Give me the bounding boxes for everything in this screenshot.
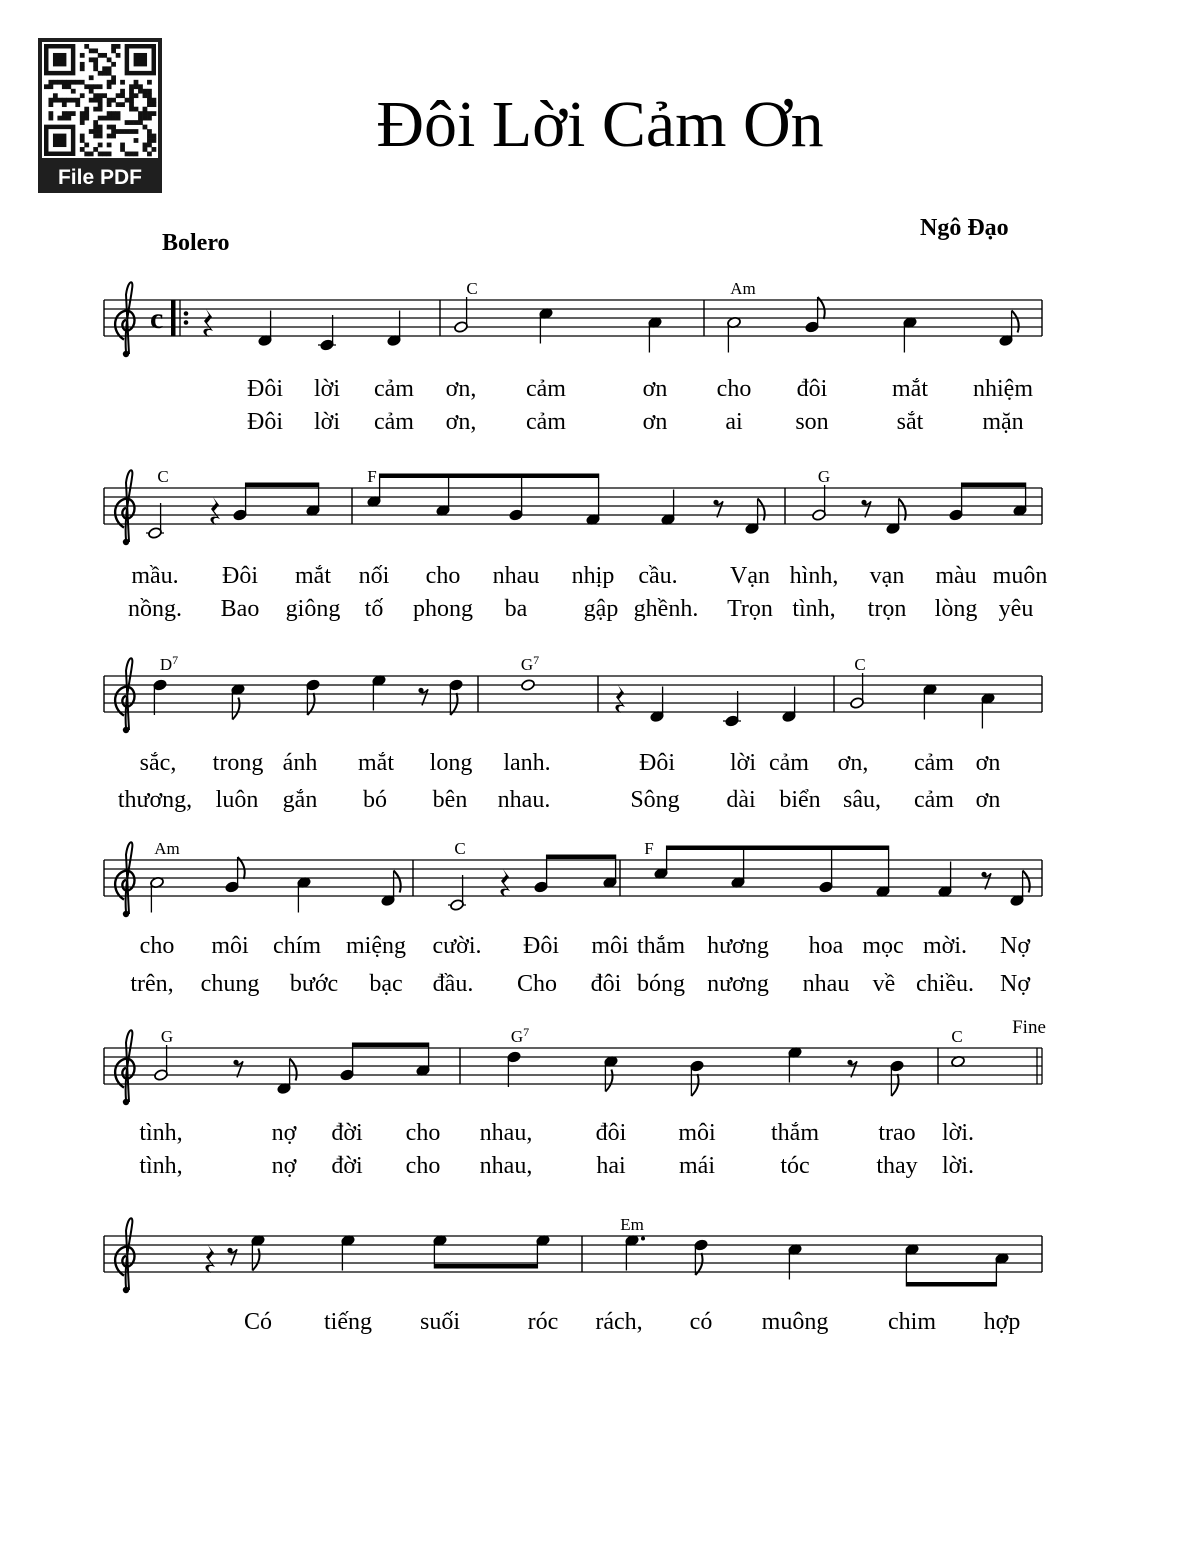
lyric-syllable: vạn (869, 563, 905, 589)
lyric-syllable: ơn (642, 376, 668, 402)
lyric-syllable: tình, (139, 1153, 183, 1179)
quarter-rest (210, 497, 220, 525)
lyric-syllable: nhau. (497, 787, 551, 813)
lyric-syllable: cho (139, 933, 175, 959)
lyric-syllable: gập (583, 596, 619, 622)
lyric-syllable: mắt (295, 563, 331, 589)
chord-symbol: Em (620, 1215, 644, 1234)
lyric-syllable: chiều. (916, 971, 974, 997)
lyric-syllable: miệng (346, 933, 406, 959)
song-title: Đôi Lời Cảm Ơn (376, 88, 824, 161)
lyric-syllable: Bao (220, 596, 260, 622)
lyric-syllable: trọn (867, 596, 907, 622)
lyric-syllable: nương (707, 971, 769, 997)
chord-symbol: Am (730, 279, 756, 298)
chord-symbol: $D^7$ (159, 653, 179, 674)
lyric-syllable: phong (413, 596, 473, 622)
lyric-syllable: Nợ (999, 933, 1031, 959)
lyric-syllable: ơn, (445, 376, 477, 402)
lyric-syllable: nối (358, 563, 390, 589)
lyric-syllable: thắm (771, 1120, 819, 1146)
note-flag (605, 1070, 612, 1092)
lyric-syllable: rách, (595, 1309, 643, 1335)
common-time-icon: c (150, 302, 164, 335)
lyric-syllable: mắt (358, 750, 394, 776)
lyric-syllable: cảm (374, 376, 414, 402)
lyric-syllable: Đôi (222, 563, 258, 589)
lyric-syllable: màu (935, 563, 977, 589)
lyric-syllable: môi (211, 933, 249, 959)
quarter-rest (500, 869, 510, 897)
lyric-syllable: lòng (934, 596, 978, 622)
lyric-syllable: lời (313, 376, 341, 402)
lyric-syllable: yêu (998, 596, 1034, 622)
lyric-syllable: luôn (215, 787, 259, 813)
lyric-syllable: trong (212, 750, 264, 776)
note-beam (434, 1264, 537, 1269)
lyric-syllable: dài (726, 787, 756, 813)
lyric-syllable: bóng (637, 971, 685, 997)
note-head (521, 679, 536, 692)
fine-marking: Fine (1012, 1017, 1046, 1038)
lyric-syllable: tố (364, 596, 384, 622)
lyric-syllable: hoa (808, 933, 844, 959)
lyric-syllable: lanh. (503, 750, 551, 776)
lyric-syllable: lời (313, 409, 341, 435)
lyric-syllable: Đôi (247, 376, 283, 402)
lyric-syllable: bước (289, 971, 339, 997)
lyric-syllable: Đôi (639, 750, 675, 776)
chord-symbol: F (644, 839, 654, 858)
lyric-syllable: Đôi (247, 409, 283, 435)
lyric-syllable: tình, (139, 1120, 183, 1146)
lyric-syllable: cảm (526, 376, 566, 402)
treble-clef-icon (115, 1218, 134, 1293)
lyric-syllable: lời. (941, 1153, 975, 1179)
lyric-syllable: sắt (896, 409, 924, 435)
lyric-syllable: trao (878, 1120, 916, 1146)
file-pdf-label: File PDF (57, 166, 143, 189)
note-flag (758, 499, 765, 521)
lyric-syllable: ơn, (837, 750, 869, 776)
lyric-syllable: mặn (982, 409, 1024, 435)
lyric-syllable: sắc, (139, 750, 177, 776)
chord-symbol: F (367, 467, 377, 486)
lyric-syllable: róc (527, 1309, 559, 1335)
note-beam (962, 483, 1026, 488)
lyric-syllable: chim (888, 1309, 936, 1335)
note-beam (380, 474, 599, 479)
lyric-syllable: đời (331, 1120, 363, 1146)
tempo-marking: Bolero (162, 230, 230, 256)
lyric-syllable: bó (363, 787, 387, 813)
lyric-syllable: môi (678, 1120, 716, 1146)
lyric-syllable: giông (285, 596, 341, 622)
note-flag (394, 871, 401, 893)
lyric-syllable: muôn (992, 563, 1048, 589)
lyric-syllable: sâu, (843, 787, 881, 813)
chord-symbol: Am (154, 839, 180, 858)
lyric-syllable: nhau, (479, 1120, 533, 1146)
lyric-syllable: cảm (526, 409, 566, 435)
lyric-syllable: gắn (282, 787, 318, 813)
lyric-syllable: Trọn (727, 596, 773, 622)
note-flag (891, 1074, 898, 1096)
lyric-syllable: nợ (271, 1153, 297, 1179)
treble-clef-icon (115, 1030, 134, 1105)
chord-symbol: C (951, 1027, 963, 1046)
lyric-syllable: bên (432, 787, 468, 813)
lyric-syllable: trên, (130, 971, 174, 997)
repeat-dot (184, 311, 189, 316)
lyric-syllable: cảm (914, 750, 954, 776)
lyric-syllable: cảm (769, 750, 809, 776)
note-beam (353, 1043, 429, 1048)
lyric-syllable: Vạn (730, 563, 770, 589)
lyric-syllable: cho (716, 376, 752, 402)
note-beam (246, 483, 319, 488)
lyric-syllable: thắm (637, 933, 685, 959)
lyric-syllable: mời. (922, 933, 968, 959)
lyric-syllable: tình, (792, 596, 836, 622)
chord-symbol: G (817, 467, 831, 486)
lyric-syllable: chung (200, 971, 260, 997)
lyric-syllable: hợp (983, 1309, 1021, 1335)
lyric-syllable: thương, (117, 787, 193, 813)
lyric-syllable: ơn (975, 787, 1001, 813)
lyric-syllable: nồng. (128, 596, 182, 622)
lyric-syllable: đời (331, 1153, 363, 1179)
lyric-syllable: mọc (862, 933, 904, 959)
quarter-rest (615, 685, 625, 713)
lyric-syllable: có (689, 1309, 713, 1335)
lyric-syllable: hai (596, 1153, 626, 1179)
note-flag (691, 1074, 698, 1096)
note-dot (641, 1237, 645, 1241)
lyric-syllable: Đôi (523, 933, 559, 959)
lyric-syllable: long (429, 750, 473, 776)
note-beam (906, 1282, 996, 1287)
lyric-syllable: nhau, (479, 1153, 533, 1179)
chord-symbol: C (854, 655, 866, 674)
note-beam (667, 846, 889, 851)
quarter-rest (203, 309, 213, 337)
lyric-syllable: đôi (590, 971, 622, 997)
lyric-syllable: đôi (595, 1120, 627, 1146)
treble-clef-icon (115, 282, 134, 357)
lyric-syllable: nhịp (571, 563, 615, 589)
lyric-syllable: ơn (975, 750, 1001, 776)
note-flag (232, 698, 239, 720)
lyric-syllable: Cho (516, 971, 558, 997)
lyric-syllable: ơn, (445, 409, 477, 435)
lyric-syllable: ơn (642, 409, 668, 435)
lyric-syllable: bạc (369, 971, 403, 997)
lyric-syllable: Sông (630, 787, 680, 813)
lyric-syllable: ai (725, 409, 743, 435)
lyric-syllable: cảm (374, 409, 414, 435)
chord-symbol: C (454, 839, 466, 858)
note-flag (1012, 311, 1019, 333)
lyric-syllable: muông (761, 1309, 829, 1335)
lyric-syllable: nhiệm (973, 376, 1033, 402)
lyric-syllable: nhau (492, 563, 540, 589)
lyric-syllable: đầu. (432, 971, 474, 997)
treble-clef-icon (115, 470, 134, 545)
treble-clef-icon (115, 842, 134, 917)
note-flag (252, 1249, 259, 1271)
lyric-syllable: biển (779, 787, 821, 813)
lyric-syllable: chím (273, 933, 321, 959)
lyric-syllable: mái (679, 1153, 715, 1179)
lyric-syllable: đôi (796, 376, 828, 402)
lyric-syllable: ba (504, 596, 528, 622)
lyric-syllable: thay (876, 1153, 918, 1179)
repeat-dot (184, 320, 189, 325)
lyric-syllable: nhau (802, 971, 850, 997)
lyric-syllable: lời (729, 750, 757, 776)
note-flag (1023, 871, 1030, 893)
note-flag (290, 1059, 297, 1081)
lyric-syllable: nợ (271, 1120, 297, 1146)
chord-symbol: $G^7$ (520, 653, 540, 674)
lyric-syllable: môi (591, 933, 629, 959)
repeat-barline (171, 300, 176, 336)
lyric-syllable: tiếng (324, 1309, 372, 1335)
lyric-syllable: mắt (892, 376, 928, 402)
lyric-syllable: hình, (789, 563, 839, 589)
lyric-syllable: son (795, 409, 829, 435)
lyric-syllable: ánh (282, 750, 318, 776)
lyric-syllable: cho (425, 563, 461, 589)
lyric-syllable: cho (405, 1120, 441, 1146)
treble-clef-icon (115, 658, 134, 733)
chord-symbol: G (160, 1027, 174, 1046)
note-flag (899, 499, 906, 521)
chord-symbol: C (466, 279, 478, 298)
chord-symbol: C (157, 467, 169, 486)
lyric-syllable: ghềnh. (633, 596, 699, 622)
lyric-syllable: cười. (432, 933, 482, 959)
lyric-syllable: cảm (914, 787, 954, 813)
lyric-syllable: suối (419, 1309, 461, 1335)
lyric-syllable: lời. (941, 1120, 975, 1146)
composer-name: Ngô Đạo (920, 215, 1009, 241)
lyric-syllable: Có (243, 1309, 273, 1335)
lyric-syllable: mầu. (131, 563, 179, 589)
quarter-rest (205, 1245, 215, 1273)
chord-symbol: $G^7$ (510, 1025, 530, 1046)
lyric-syllable: cầu. (638, 563, 678, 589)
lyric-syllable: hương (707, 933, 769, 959)
lyric-syllable: cho (405, 1153, 441, 1179)
lyric-syllable: tóc (780, 1153, 810, 1179)
note-beam (547, 855, 616, 860)
lyric-syllable: về (872, 971, 896, 997)
lyric-syllable: Nợ (999, 971, 1031, 997)
